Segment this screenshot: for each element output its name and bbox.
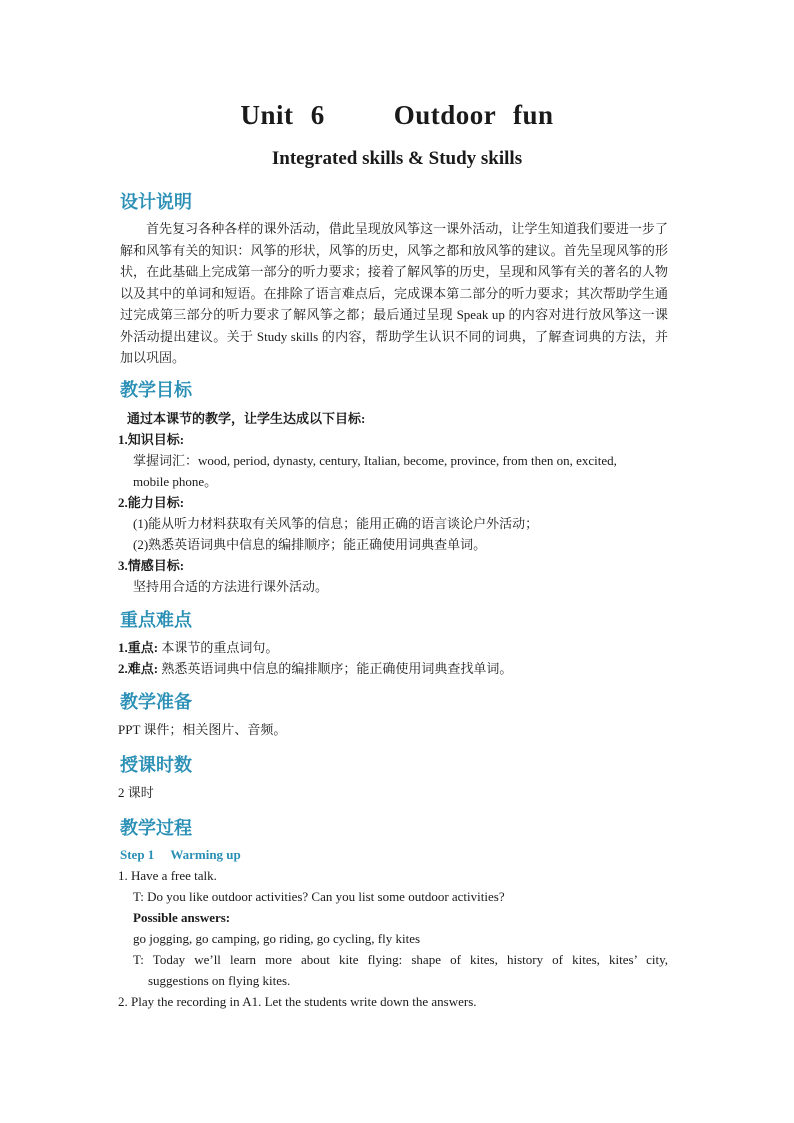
page-subtitle: Integrated skills & Study skills bbox=[271, 148, 523, 169]
teacher-statement-line-2: suggestions on flying kites. bbox=[148, 973, 291, 988]
keypoint-text: 本课节的重点词句。 bbox=[161, 640, 279, 655]
knowledge-label: 1.知识目标: bbox=[118, 432, 185, 447]
process-item-2: 2. Play the recording in A1. Let the students write down the answers. bbox=[118, 994, 477, 1009]
difficulty-text: 熟悉英语词典中信息的编排顺序；能正确使用词典查找单词。 bbox=[161, 661, 513, 676]
emotion-label: 3.情感目标: bbox=[118, 558, 185, 573]
heading-prep: 教学准备 bbox=[120, 692, 192, 713]
hours-text: 2 课时 bbox=[118, 785, 154, 800]
heading-hours: 授课时数 bbox=[120, 755, 192, 776]
design-paragraph: 首先复习各种各样的课外活动，借此呈现放风筝这一课外活动，让学生知道我们要进一步了解和风筝有关的知识：风筝的形状，风筝的历史，风筝之都和放风筝的建议。首先呈现风筝的形状，在此基础上完成第一部分的听力要求；接着了解风筝的历史，呈现和风筝有关的著名的人物以及其中的单词和短语。在排除了语言难点后，完成课本第二部分的听力要求；其次帮助学生通过完成第三部分的听力要求了解风筝之都；最后通过呈现 Speak up 的内容对进行放风筝这一课外活动提出建议。关于 Study skills 的内容，帮助学生认识不同的词典，了解查词典的方法，并加以巩固。 bbox=[120, 221, 668, 365]
heading-process: 教学过程 bbox=[120, 818, 192, 839]
page-title: Unit 6 Outdoor fun bbox=[240, 100, 554, 130]
goals-intro: 通过本课节的教学，让学生达成以下目标: bbox=[127, 411, 366, 426]
prep-text: PPT 课件；相关图片、音频。 bbox=[118, 722, 287, 737]
ability-item-1: (1)能从听力材料获取有关风筝的信息；能用正确的语言谈论户外活动； bbox=[133, 516, 539, 531]
keypoint-label: 1.重点: bbox=[118, 640, 159, 655]
process-item-1: 1. Have a free talk. bbox=[118, 868, 217, 883]
ability-label: 2.能力目标: bbox=[118, 495, 185, 510]
possible-answers-label: Possible answers: bbox=[133, 910, 231, 925]
difficulty-label: 2.难点: bbox=[118, 661, 159, 676]
keypoint-line bbox=[118, 638, 278, 658]
teacher-question: T: Do you like outdoor activities? Can you list some outdoor activities? bbox=[133, 889, 505, 904]
emotion-item-1: 坚持用合适的方法进行课外活动。 bbox=[133, 579, 329, 594]
knowledge-line-1: 掌握词汇：wood, period, dynasty, century, Italian, become, province, from then on, excited, bbox=[133, 453, 617, 468]
heading-keypoints: 重点难点 bbox=[120, 610, 192, 631]
difficulty-line bbox=[118, 659, 512, 679]
knowledge-line-2: mobile phone。 bbox=[133, 474, 218, 489]
possible-answers-text: go jogging, go camping, go riding, go cycling, fly kites bbox=[133, 931, 421, 946]
teacher-statement-line-1: T: Today we’ll learn more about kite flying: shape of kites, history of kites, kites’ city, bbox=[133, 952, 668, 967]
heading-goals: 教学目标 bbox=[120, 380, 192, 401]
ability-item-2: (2)熟悉英语词典中信息的编排顺序；能正确使用词典查单词。 bbox=[133, 537, 487, 552]
step-1-heading: Step 1 Warming up bbox=[120, 847, 241, 862]
heading-design: 设计说明 bbox=[120, 192, 192, 213]
